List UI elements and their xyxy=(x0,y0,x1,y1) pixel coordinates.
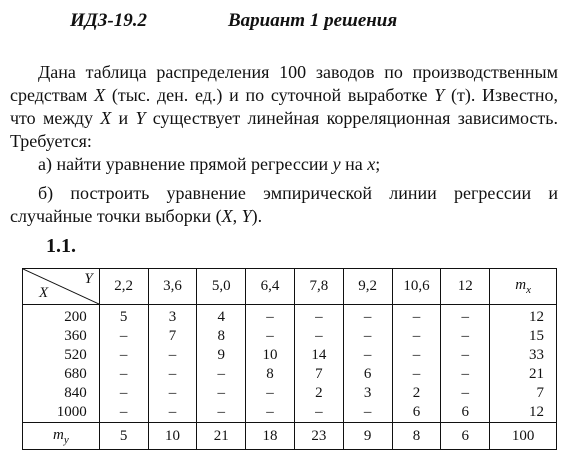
table-row xyxy=(23,365,557,384)
grand-total-cell: 100 xyxy=(490,423,557,450)
task-code: ИДЗ-19.2 xyxy=(70,10,148,31)
task-b xyxy=(10,182,558,228)
mx-cell: 33 xyxy=(490,346,557,365)
statement-text: (т). Известно, что между xyxy=(10,85,558,128)
problem-statement xyxy=(10,61,558,153)
var-x: x xyxy=(367,154,376,174)
frequency-cell: – xyxy=(294,327,343,346)
y-header: 12 xyxy=(441,269,490,305)
var-x: X xyxy=(100,108,112,128)
frequency-cell: 4 xyxy=(197,305,246,328)
frequency-cell: – xyxy=(392,305,441,328)
frequency-cell: – xyxy=(148,384,197,403)
my-subscript: y xyxy=(63,433,69,446)
task-b-text: ). xyxy=(251,206,263,226)
task-b-text: б) построить уравнение эмпирической линии регрессии и случайные точки выборки ( xyxy=(10,183,558,226)
task-a xyxy=(10,153,558,176)
frequency-cell: 3 xyxy=(343,384,392,403)
frequency-cell: – xyxy=(148,346,197,365)
x-value-cell: 1000 xyxy=(23,403,100,423)
table-row xyxy=(23,346,557,365)
my-cell: 8 xyxy=(392,423,441,450)
frequency-cell: 6 xyxy=(343,365,392,384)
frequency-cell: 10 xyxy=(246,346,295,365)
frequency-cell: – xyxy=(343,305,392,328)
frequency-cell: – xyxy=(392,346,441,365)
frequency-cell: – xyxy=(99,403,148,423)
frequency-cell: – xyxy=(246,403,295,423)
y-header: 6,4 xyxy=(246,269,295,305)
document-header xyxy=(70,10,398,32)
frequency-cell: 6 xyxy=(441,403,490,423)
frequency-cell: 14 xyxy=(294,346,343,365)
frequency-cell: 5 xyxy=(99,305,148,328)
var-y: Y xyxy=(135,108,146,128)
frequency-cell: – xyxy=(343,327,392,346)
my-cell: 5 xyxy=(99,423,148,450)
frequency-cell: 8 xyxy=(197,327,246,346)
my-cell: 21 xyxy=(197,423,246,450)
var-y: Y xyxy=(241,206,252,226)
y-header: 2,2 xyxy=(99,269,148,305)
x-value-cell: 840 xyxy=(23,384,100,403)
frequency-cell: – xyxy=(441,346,490,365)
mx-cell: 15 xyxy=(490,327,557,346)
frequency-cell: – xyxy=(99,327,148,346)
y-header: 5,0 xyxy=(197,269,246,305)
frequency-cell: 7 xyxy=(148,327,197,346)
task-a-text: на xyxy=(340,154,368,174)
table-row xyxy=(23,305,557,328)
statement-text: (тыс. ден. ед.) и по суточной выработке xyxy=(105,85,435,105)
mx-header xyxy=(490,269,557,305)
frequency-cell: – xyxy=(197,403,246,423)
frequency-cell: 2 xyxy=(294,384,343,403)
frequency-cell: – xyxy=(246,305,295,328)
x-value-cell: 360 xyxy=(23,327,100,346)
frequency-cell: – xyxy=(197,384,246,403)
y-header: 3,6 xyxy=(148,269,197,305)
frequency-cell: – xyxy=(148,365,197,384)
frequency-cell: – xyxy=(197,365,246,384)
mx-letter: m xyxy=(515,277,527,293)
table-row xyxy=(23,384,557,403)
my-cell: 23 xyxy=(294,423,343,450)
frequency-cell: – xyxy=(246,384,295,403)
task-b-text: , xyxy=(232,206,242,226)
distribution-table xyxy=(22,268,557,450)
task-a-text: ; xyxy=(375,154,381,174)
frequency-cell: 9 xyxy=(197,346,246,365)
totals-row xyxy=(23,423,557,450)
x-value-cell: 520 xyxy=(23,346,100,365)
var-y: y xyxy=(332,154,341,174)
frequency-cell: 7 xyxy=(294,365,343,384)
my-cell: 9 xyxy=(343,423,392,450)
frequency-cell: – xyxy=(294,403,343,423)
variant-title: Вариант 1 решения xyxy=(228,10,398,31)
corner-y-label: Y xyxy=(84,271,93,287)
frequency-cell: – xyxy=(441,305,490,328)
frequency-cell: – xyxy=(343,346,392,365)
my-letter: m xyxy=(53,426,64,443)
frequency-cell: – xyxy=(99,346,148,365)
frequency-cell: 6 xyxy=(392,403,441,423)
frequency-cell: – xyxy=(441,384,490,403)
frequency-cell: – xyxy=(441,327,490,346)
frequency-cell: – xyxy=(148,403,197,423)
my-label-cell xyxy=(23,423,100,450)
frequency-cell: 3 xyxy=(148,305,197,328)
my-cell: 6 xyxy=(441,423,490,450)
x-value-cell: 680 xyxy=(23,365,100,384)
task-a-text: а) найти уравнение прямой регрессии xyxy=(38,154,333,174)
y-header: 9,2 xyxy=(343,269,392,305)
mx-cell: 12 xyxy=(490,305,557,328)
section-number: 1.1. xyxy=(46,235,76,257)
statement-text: и xyxy=(111,108,136,128)
table-row xyxy=(23,403,557,423)
frequency-cell: – xyxy=(294,305,343,328)
mx-cell: 7 xyxy=(490,384,557,403)
corner-x-label: X xyxy=(39,285,49,301)
frequency-cell: – xyxy=(99,365,148,384)
frequency-cell: – xyxy=(343,403,392,423)
table-row xyxy=(23,327,557,346)
statement-text: существует линейная корреляционная зависимость. Требуется: xyxy=(10,108,558,151)
frequency-cell: – xyxy=(246,327,295,346)
frequency-cell: 8 xyxy=(246,365,295,384)
corner-cell xyxy=(23,269,100,305)
x-value-cell: 200 xyxy=(23,305,100,328)
mx-subscript: x xyxy=(526,284,531,296)
table-header-row xyxy=(23,269,557,305)
var-x: X xyxy=(94,85,106,105)
mx-cell: 12 xyxy=(490,403,557,423)
frequency-cell: – xyxy=(441,365,490,384)
y-header: 7,8 xyxy=(294,269,343,305)
mx-cell: 21 xyxy=(490,365,557,384)
my-cell: 10 xyxy=(148,423,197,450)
var-y: Y xyxy=(434,85,445,105)
frequency-cell: – xyxy=(392,327,441,346)
frequency-cell: – xyxy=(392,365,441,384)
my-cell: 18 xyxy=(246,423,295,450)
y-header: 10,6 xyxy=(392,269,441,305)
statement-text: Дана таблица распределения 100 заводов по производственным средствам xyxy=(10,62,558,105)
frequency-cell: 2 xyxy=(392,384,441,403)
var-x: X xyxy=(221,206,233,226)
frequency-cell: – xyxy=(99,384,148,403)
